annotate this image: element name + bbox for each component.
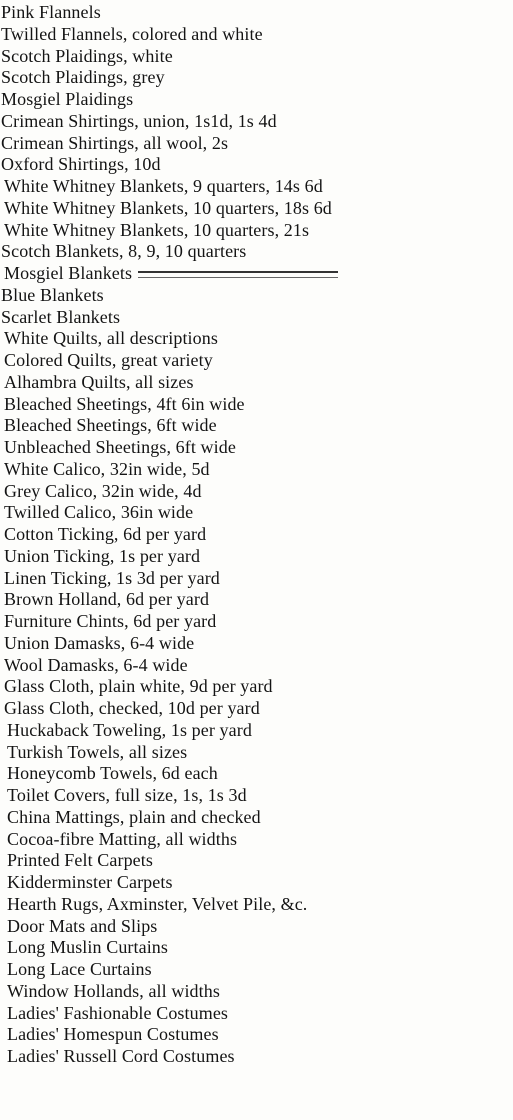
goods-list <box>0 2 338 1068</box>
list-item: Union Damasks, 6-4 wide <box>4 632 195 653</box>
list-item: Colored Quilts, great variety <box>4 350 213 370</box>
list-item: Scotch Plaidings, grey <box>1 67 165 88</box>
list-item: White Whitney Blankets, 10 quarters, 21s <box>4 219 310 240</box>
list-item: Scarlet Blankets <box>1 306 121 327</box>
list-item: Glass Cloth, plain white, 9d per yard <box>4 676 273 697</box>
list-item: Alhambra Quilts, all sizes <box>4 371 194 392</box>
list-item: Crimean Shirtings, union, 1s1d, 1s 4d <box>1 110 277 131</box>
list-item: Printed Felt Carpets <box>7 850 153 871</box>
list-item: Hearth Rugs, Axminster, Velvet Pile, &c. <box>7 893 308 914</box>
list-item: Twilled Flannels, colored and white <box>1 23 263 44</box>
list-item: Scotch Blankets, 8, 9, 10 quarters <box>1 241 247 262</box>
list-item: Window Hollands, all widths <box>7 980 220 1001</box>
list-item: White Calico, 32in wide, 5d <box>4 458 210 479</box>
list-item: Ladies' Homespun Costumes <box>7 1024 219 1045</box>
list-item: Blue Blankets <box>1 284 104 305</box>
list-item: Ladies' Fashionable Costumes <box>7 1002 229 1023</box>
list-item: White Whitney Blankets, 9 quarters, 14s 6d <box>4 176 323 196</box>
list-item: Cocoa-fibre Matting, all widths <box>7 828 238 849</box>
list-item <box>0 263 338 285</box>
list-item: Union Ticking, 1s per yard <box>4 545 201 566</box>
list-item: Mosgiel Plaidings <box>1 89 134 109</box>
list-item: Furniture Chints, 6d per yard <box>4 611 217 631</box>
list-item: Unbleached Sheetings, 6ft wide <box>4 437 236 457</box>
list-item: Door Mats and Slips <box>7 915 158 936</box>
list-item: Turkish Towels, all sizes <box>7 741 188 762</box>
list-item: Brown Holland, 6d per yard <box>4 589 210 610</box>
list-item: Huckaback Toweling, 1s per yard <box>7 719 252 740</box>
list-item: White Whitney Blankets, 10 quarters, 18s 6d <box>4 197 332 218</box>
list-item: Crimean Shirtings, all wool, 2s <box>1 132 229 153</box>
list-item-text: Mosgiel Blankets <box>4 263 133 283</box>
list-item: Long Muslin Curtains <box>7 937 169 958</box>
list-item: Honeycomb Towels, 6d each <box>7 763 218 784</box>
list-item: White Quilts, all descriptions <box>4 328 218 349</box>
list-item: Scotch Plaidings, white <box>1 45 173 66</box>
list-item: Bleached Sheetings, 6ft wide <box>4 415 217 436</box>
list-item: Ladies' Russell Cord Costumes <box>7 1046 235 1066</box>
list-item: Kidderminster Carpets <box>7 872 173 892</box>
list-item: Long Lace Curtains <box>7 959 152 979</box>
list-item: Toilet Covers, full size, 1s, 1s 3d <box>7 785 247 805</box>
list-item: Cotton Ticking, 6d per yard <box>4 524 207 544</box>
list-item: Grey Calico, 32in wide, 4d <box>4 480 202 501</box>
list-item: Twilled Calico, 36in wide <box>4 502 194 523</box>
list-item: China Mattings, plain and checked <box>7 806 261 827</box>
list-item: Bleached Sheetings, 4ft 6in wide <box>4 393 245 414</box>
list-item: Oxford Shirtings, 10d <box>1 154 161 175</box>
list-item: Linen Ticking, 1s 3d per yard <box>4 567 220 588</box>
list-item: Glass Cloth, checked, 10d per yard <box>4 698 260 718</box>
printer-rule <box>138 271 338 278</box>
list-item: Wool Damasks, 6-4 wide <box>4 654 188 675</box>
list-item: Pink Flannels <box>1 2 101 22</box>
